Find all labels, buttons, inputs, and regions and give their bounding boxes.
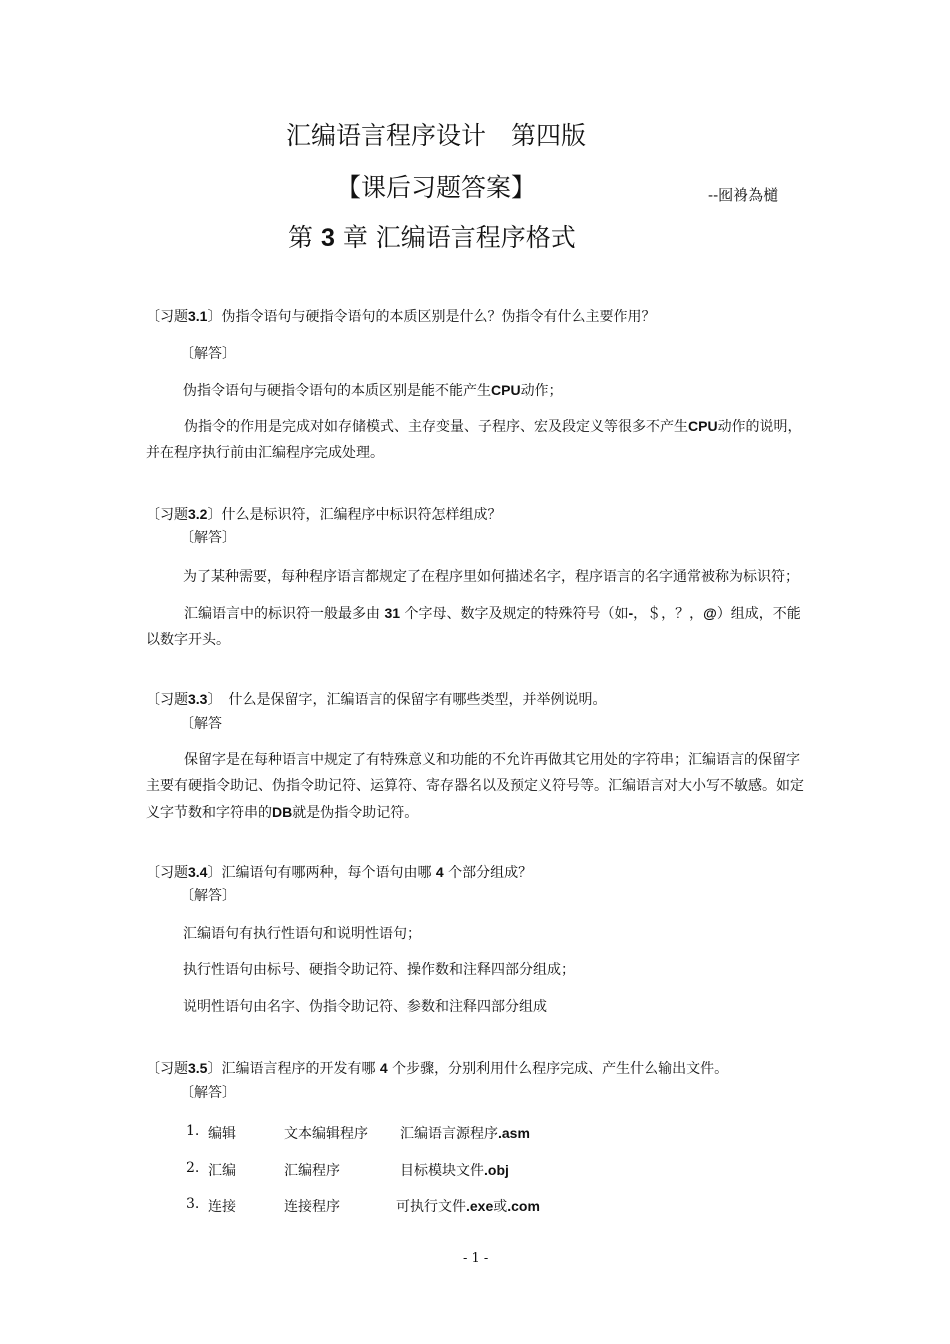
chapter-number: 3 xyxy=(320,224,335,252)
question-number: 3.4 xyxy=(188,864,208,880)
question-3-3 xyxy=(146,686,606,713)
step-name: 连接 xyxy=(208,1199,236,1215)
question-text: 〕汇编语句有哪两种，每个语句由哪 xyxy=(207,865,432,881)
text: 动作； xyxy=(520,383,563,399)
bold-term: CPU xyxy=(688,418,718,434)
bold-term: 4 xyxy=(435,864,444,880)
step-number: 1. xyxy=(186,1123,200,1139)
text: 个字母、数字及规定的特殊符号（如 xyxy=(404,606,629,622)
text: 汇编语言源程序 xyxy=(400,1126,498,1142)
bold-symbol: - xyxy=(628,605,634,621)
question-text: 个步骤，分别利用什么程序完成、产生什么输出文件。 xyxy=(392,1061,729,1077)
step-program: 文本编辑程序 xyxy=(284,1126,368,1142)
answer-label: 〔解答〕 xyxy=(180,1085,236,1101)
step-name: 编辑 xyxy=(208,1126,236,1142)
step-output xyxy=(400,1123,530,1143)
bold-term: DB xyxy=(272,804,293,820)
question-number: 3.1 xyxy=(188,308,208,324)
document-subtitle: 【课后习题答案】 xyxy=(336,173,537,202)
text: 伪指令语句与硬指令语句的本质区别是能不能产生 xyxy=(183,383,491,399)
file-extension: .obj xyxy=(484,1162,509,1178)
question-3-5 xyxy=(146,1055,728,1082)
question-number: 3.5 xyxy=(188,1060,208,1076)
author-signature: --囮裑為檤 xyxy=(708,186,779,204)
text: ）组成，不能以数字开头。 xyxy=(146,606,801,648)
chapter-heading xyxy=(288,218,576,254)
file-extension: .exe xyxy=(466,1198,494,1214)
file-extension: .com xyxy=(507,1198,540,1214)
question-3-1 xyxy=(146,303,655,330)
text: ，＄，？， xyxy=(633,606,704,622)
answer-label: 〔解答〕 xyxy=(180,530,236,546)
step-number: 2. xyxy=(186,1160,200,1176)
question-open: 〔习题 xyxy=(146,865,188,881)
text: 或 xyxy=(493,1199,508,1215)
step-program: 连接程序 xyxy=(284,1199,340,1215)
document-title: 汇编语言程序设计 第四版 xyxy=(286,121,587,150)
answer-paragraph: 执行性语句由标号、硬指令助记符、操作数和注释四部分组成； xyxy=(183,962,575,978)
bold-term: 4 xyxy=(379,1060,388,1076)
answer-paragraph xyxy=(146,600,810,653)
question-3-2 xyxy=(146,501,501,528)
question-open: 〔习题 xyxy=(146,692,188,708)
file-extension: .asm xyxy=(498,1125,530,1141)
answer-paragraph: 为了某种需要，每种程序语言都规定了在程序里如何描述名字，程序语言的名字通常被称为标识符； xyxy=(183,569,799,585)
text: 汇编语言中的标识符一般最多由 xyxy=(184,606,380,622)
question-open: 〔习题 xyxy=(146,507,188,523)
step-name: 汇编 xyxy=(208,1163,236,1179)
step-output xyxy=(396,1196,540,1216)
question-3-4 xyxy=(146,859,532,886)
question-number: 3.2 xyxy=(188,506,208,522)
question-text: 〕什么是标识符，汇编程序中标识符怎样组成？ xyxy=(207,507,502,523)
answer-paragraph xyxy=(146,413,810,466)
text: 伪指令的作用是完成对如存储模式、主存变量、子程序、宏及段定义等很多不产生 xyxy=(184,419,688,435)
text: 保留字是在每种语言中规定了有特殊意义和功能的不允许再做其它用处的字符串；汇编语言的保留字主要有硬指令助记、伪指令助记符、运算符、寄存器名以及预定义符号等。汇编语言对大小写不敏感。如定义字节数和字符串的 xyxy=(146,752,804,821)
text: 可执行文件 xyxy=(396,1199,466,1215)
answer-label: 〔解答〕 xyxy=(180,888,236,904)
bold-term: CPU xyxy=(491,382,521,398)
bold-term: 31 xyxy=(384,605,401,621)
chapter-title: 章 汇编语言程序格式 xyxy=(342,223,576,252)
question-text: 〕 什么是保留字，汇编语言的保留字有哪些类型，并举例说明。 xyxy=(207,692,607,708)
chapter-prefix: 第 xyxy=(288,223,314,252)
answer-label: 〔解答〕 xyxy=(180,346,236,362)
page-number: - 1 - xyxy=(463,1251,489,1266)
text: 就是伪指令助记符。 xyxy=(292,805,419,821)
step-number: 3. xyxy=(186,1196,200,1212)
answer-paragraph: 说明性语句由名字、伪指令助记符、参数和注释四部分组成 xyxy=(183,999,547,1015)
text: 目标模块文件 xyxy=(400,1163,484,1179)
answer-paragraph: 汇编语句有执行性语句和说明性语句； xyxy=(183,926,421,942)
question-text: 〕汇编语言程序的开发有哪 xyxy=(207,1061,376,1077)
question-open: 〔习题 xyxy=(146,1061,188,1077)
text: 动作的说明，并在程序执行前由汇编程序完成处理。 xyxy=(146,419,802,461)
question-number: 3.3 xyxy=(188,691,208,707)
question-text: 个部分组成？ xyxy=(448,865,533,881)
question-text: 〕伪指令语句与硬指令语句的本质区别是什么？伪指令有什么主要作用？ xyxy=(207,309,656,325)
step-output xyxy=(400,1160,509,1180)
answer-label: 〔解答 xyxy=(180,716,222,732)
question-open: 〔习题 xyxy=(146,309,188,325)
step-program: 汇编程序 xyxy=(284,1163,340,1179)
answer-paragraph xyxy=(183,377,563,404)
answer-paragraph xyxy=(146,747,810,826)
bold-symbol: @ xyxy=(703,605,717,621)
